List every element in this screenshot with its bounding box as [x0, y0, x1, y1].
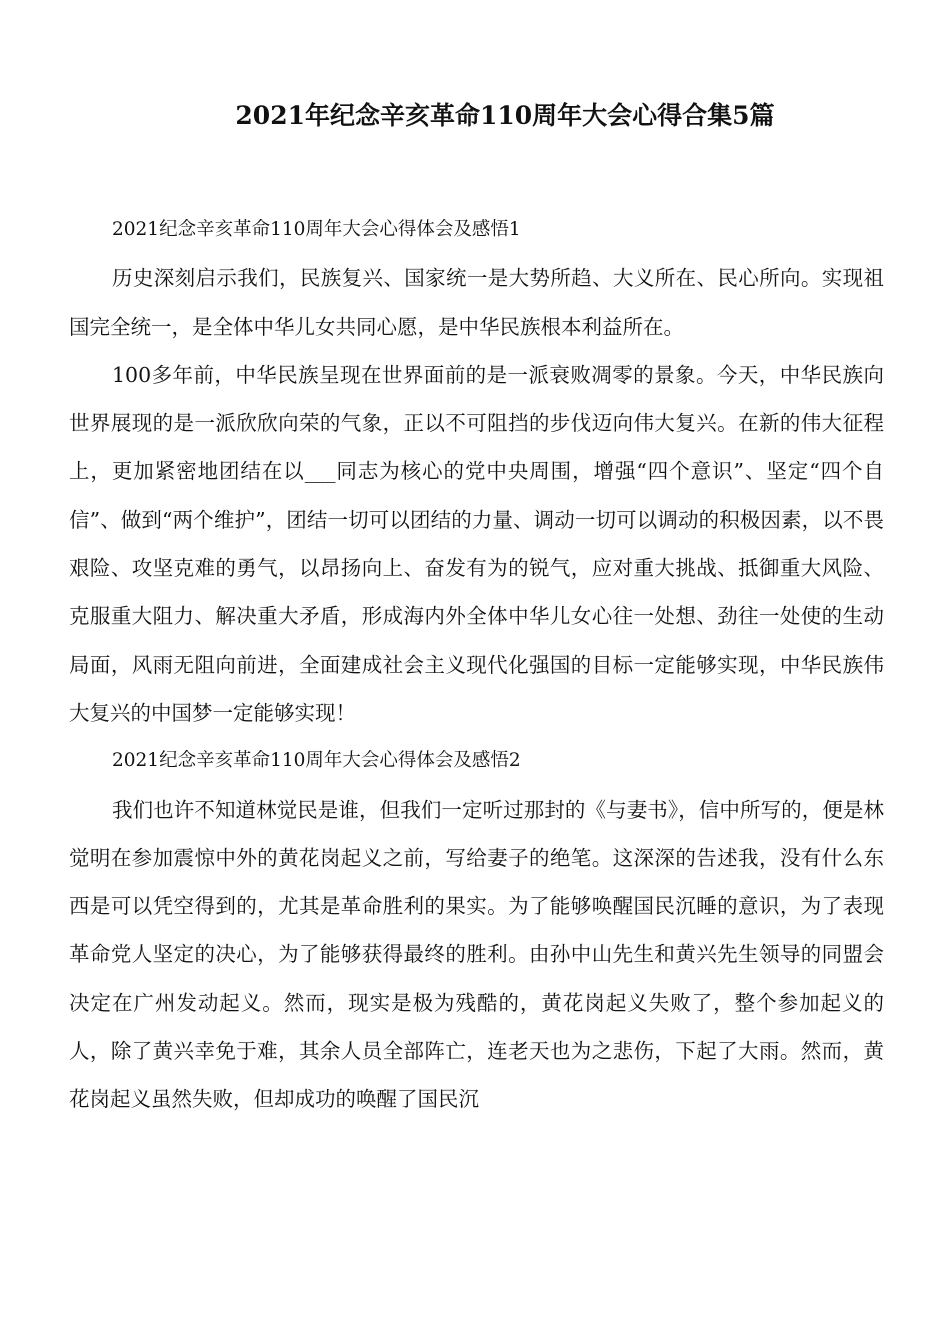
- paragraph-1-2: 100多年前，中华民族呈现在世界面前的是一派衰败凋零的景象。今天，中华民族向世界展现的是一派欣欣向荣的气象，正以不可阻挡的步伐迈向伟大复兴。在新的伟大征程上，更加紧密地团结在以___同志为核心的党中央周围，增强“四个意识”、坚定“四个自信”、做到“两个维护”，团结一切可以团结的力量、调动一切可以调动的积极因素，以不畏艰险、攻坚克难的勇气，以昂扬向上、奋发有为的锐气，应对重大挑战、抵御重大风险、克服重大阻力、解决重大矛盾，形成海内外全体中华儿女心往一处想、劲往一处使的生动局面，风雨无阻向前进，全面建成社会主义现代化强国的目标一定能够实现，中华民族伟大复兴的中国梦一定能够实现！: [69, 362, 884, 725]
- document-body: [69, 206, 884, 1124]
- paragraph-1-1: 历史深刻启示我们，民族复兴、国家统一是大势所趋、大义所在、民心所向。实现祖国完全统一，是全体中华儿女共同心愿，是中华民族根本利益所在。: [69, 266, 884, 339]
- section-heading-1: 2021纪念辛亥革命110周年大会心得体会及感悟1: [112, 219, 521, 240]
- document-title: 2021年纪念辛亥革命110周年大会心得合集5篇: [235, 101, 775, 130]
- section-heading-2: 2021纪念辛亥革命110周年大会心得体会及感悟2: [112, 750, 521, 772]
- paragraph-2-1: 我们也许不知道林觉民是谁，但我们一定听过那封的《与妻书》，信中所写的，便是林觉明在参加震惊中外的黄花岗起义之前，写给妻子的绝笔。这深深的告述我，没有什么东西是可以凭空得到的，尤其是革命胜利的果实。为了能够唤醒国民沉睡的意识，为了表现革命党人坚定的决心，为了能够获得最终的胜利。由孙中山先生和黄兴先生领导的同盟会决定在广州发动起义。然而，现实是极为残酷的，黄花岗起义失败了，整个参加起义的人，除了黄兴幸免于难，其余人员全部阵亡，连老天也为之悲伤，下起了大雨。然而，黄花岗起义虽然失败，但却成功的唤醒了国民沉: [69, 797, 884, 1112]
